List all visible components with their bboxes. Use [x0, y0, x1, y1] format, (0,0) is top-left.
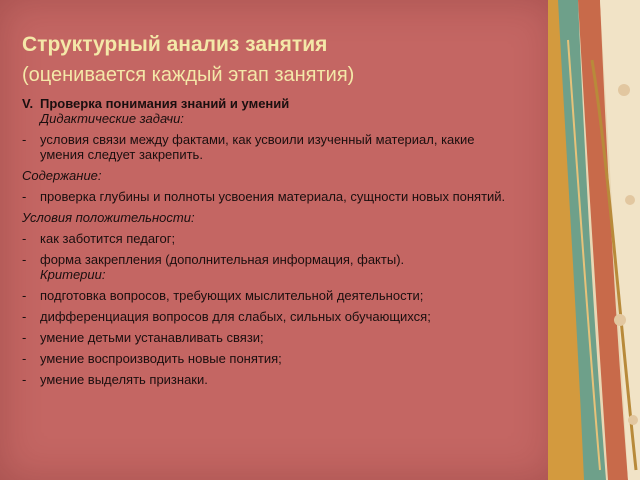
bullet: -: [22, 372, 27, 387]
didactic-item: условия связи между фактами, как усвоили изученный материал, какие умения следует закрепить.: [40, 132, 475, 162]
decorative-ribbon-art: [548, 0, 640, 480]
section-heading: Проверка понимания знаний и умений: [40, 96, 290, 111]
bullet: -: [22, 288, 27, 303]
criteria-label: Критерии:: [40, 267, 106, 282]
bullet: -: [22, 351, 27, 366]
content-label: Содержание:: [22, 168, 102, 183]
slide-title: [22, 30, 542, 90]
list-item: [22, 330, 522, 345]
bullet: -: [22, 132, 27, 147]
conditions-item: форма закрепления (дополнительная информация, факты).: [40, 252, 405, 267]
list-item: [22, 252, 522, 267]
title-line-2: (оценивается каждый этап занятия): [22, 64, 355, 86]
title-line-1: Структурный анализ занятия: [22, 33, 328, 56]
list-item: [22, 288, 522, 303]
section-marker: V.: [22, 96, 34, 111]
content-item: проверка глубины и полноты усвоения материала, сущности новых понятий.: [40, 189, 506, 204]
slide-body: [22, 96, 522, 387]
criteria-item: подготовка вопросов, требующих мыслительной деятельности;: [40, 288, 424, 303]
bullet: -: [22, 330, 27, 345]
list-item: [22, 132, 522, 162]
list-item: [22, 372, 522, 387]
list-item: [22, 231, 522, 246]
bullet: -: [22, 189, 27, 204]
bullet: -: [22, 252, 27, 267]
criteria-item: умение воспроизводить новые понятия;: [40, 351, 282, 366]
criteria-item: умение выделять признаки.: [40, 372, 208, 387]
conditions-label: Условия положительности:: [22, 210, 195, 225]
bullet: -: [22, 309, 27, 324]
bullet: -: [22, 231, 27, 246]
criteria-item: дифференциация вопросов для слабых, сильных обучающихся;: [40, 309, 431, 324]
section-heading-row: [22, 96, 522, 111]
list-item: [22, 189, 522, 204]
list-item: [22, 351, 522, 366]
list-item: [22, 309, 522, 324]
criteria-item: умение детьми устанавливать связи;: [40, 330, 264, 345]
didactic-label: Дидактические задачи:: [40, 111, 184, 126]
conditions-item: как заботится педагог;: [40, 231, 176, 246]
